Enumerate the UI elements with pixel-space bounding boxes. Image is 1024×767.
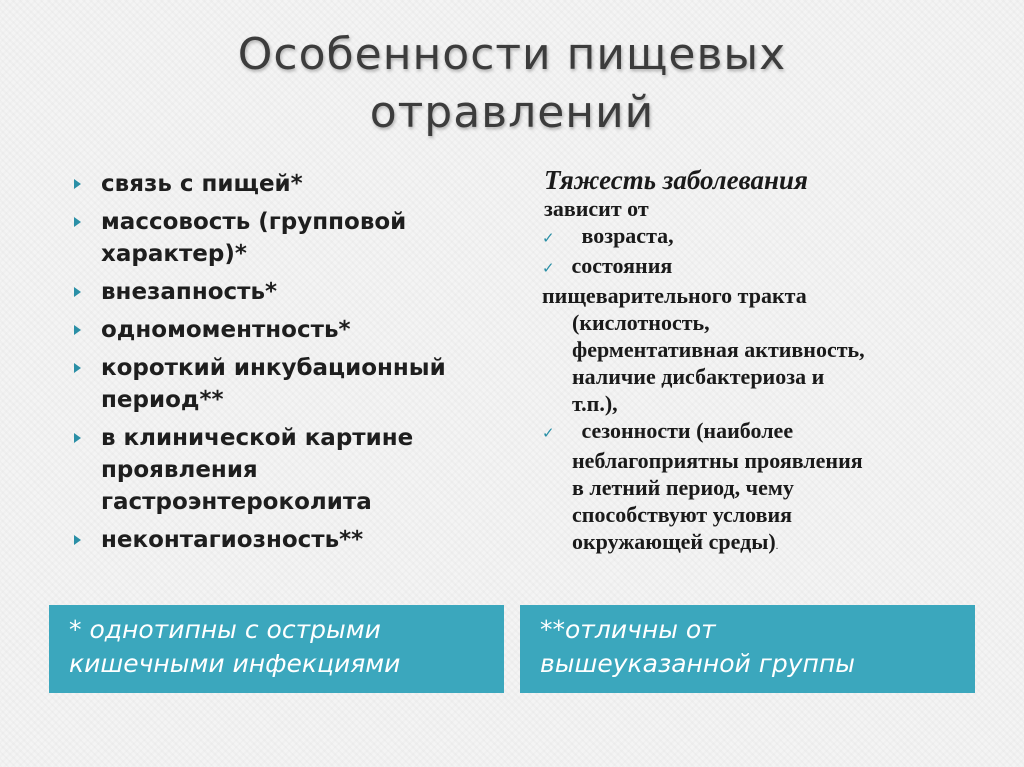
check-icon: ✓: [542, 424, 555, 442]
triangle-bullet-icon: [74, 535, 81, 545]
factor-text-continuation: (кислотность,: [572, 310, 710, 335]
severity-factor-digestive: [542, 252, 982, 282]
slide-title: [0, 26, 1024, 142]
list-item-text: период**: [101, 387, 224, 413]
footnote-line: * однотипны с острыми: [69, 615, 381, 644]
severity-factor-age: [542, 222, 982, 252]
triangle-bullet-icon: [74, 179, 81, 189]
list-item-text: характер)*: [101, 241, 247, 267]
footnote-line: вышеуказанной группы: [540, 649, 855, 678]
severity-heading: Тяжесть заболевания: [544, 165, 808, 195]
factor-text-tail: .: [775, 541, 779, 552]
footnote-line: **отличны от: [540, 615, 716, 644]
check-icon: ✓: [542, 229, 555, 247]
triangle-bullet-icon: [74, 287, 81, 297]
footnote-single-asterisk: [49, 605, 504, 693]
factor-text-continuation: неблагоприятны проявления: [572, 448, 863, 473]
severity-factor-season: [542, 417, 982, 447]
slide-title-line-1: Особенности пищевых: [237, 29, 787, 80]
factor-text: состояния: [571, 253, 673, 278]
factor-text-continuation: в летний период, чему: [572, 475, 794, 500]
list-item: [74, 206, 514, 270]
slide-title-line-2: отравлений: [369, 87, 655, 138]
factor-text-continuation: [542, 528, 982, 560]
list-item: [74, 276, 514, 308]
list-item-text: проявления: [101, 457, 258, 483]
factor-text-continuation: ферментативная активность,: [572, 337, 865, 362]
list-item: [74, 314, 514, 346]
triangle-bullet-icon: [74, 433, 81, 443]
severity-subheading: зависит от: [544, 196, 649, 221]
list-item-text: короткий инкубационный: [101, 355, 446, 381]
triangle-bullet-icon: [74, 363, 81, 373]
check-icon: ✓: [542, 259, 555, 277]
list-item-text: внезапность*: [101, 279, 278, 305]
factor-text-continuation: наличие дисбактериоза и: [572, 364, 825, 389]
footnote-double-asterisk: [520, 605, 975, 693]
footnote-line: кишечными инфекциями: [69, 649, 401, 678]
list-item: [74, 168, 514, 200]
triangle-bullet-icon: [74, 325, 81, 335]
list-item: [74, 524, 514, 556]
factor-text-continuation: т.п.),: [572, 391, 618, 416]
severity-column: [542, 164, 982, 560]
list-item: [74, 422, 514, 518]
features-list: [74, 168, 514, 562]
list-item-text: одномоментность*: [101, 317, 351, 343]
factor-text: возраста,: [581, 223, 674, 248]
factor-text: окружающей среды): [572, 529, 776, 554]
list-item-text: связь с пищей*: [101, 171, 303, 197]
factor-text-continuation: способствуют условия: [572, 502, 793, 527]
list-item-text: массовость (групповой: [101, 209, 407, 235]
factor-text: сезонности (наиболее: [581, 418, 794, 443]
list-item-text: в клинической картине: [101, 425, 414, 451]
list-item-text: неконтагиозность**: [101, 527, 364, 553]
list-item-text: гастроэнтероколита: [101, 489, 372, 515]
list-item: [74, 352, 514, 416]
factor-text-continuation: пищеварительного тракта: [542, 283, 807, 308]
triangle-bullet-icon: [74, 217, 81, 227]
